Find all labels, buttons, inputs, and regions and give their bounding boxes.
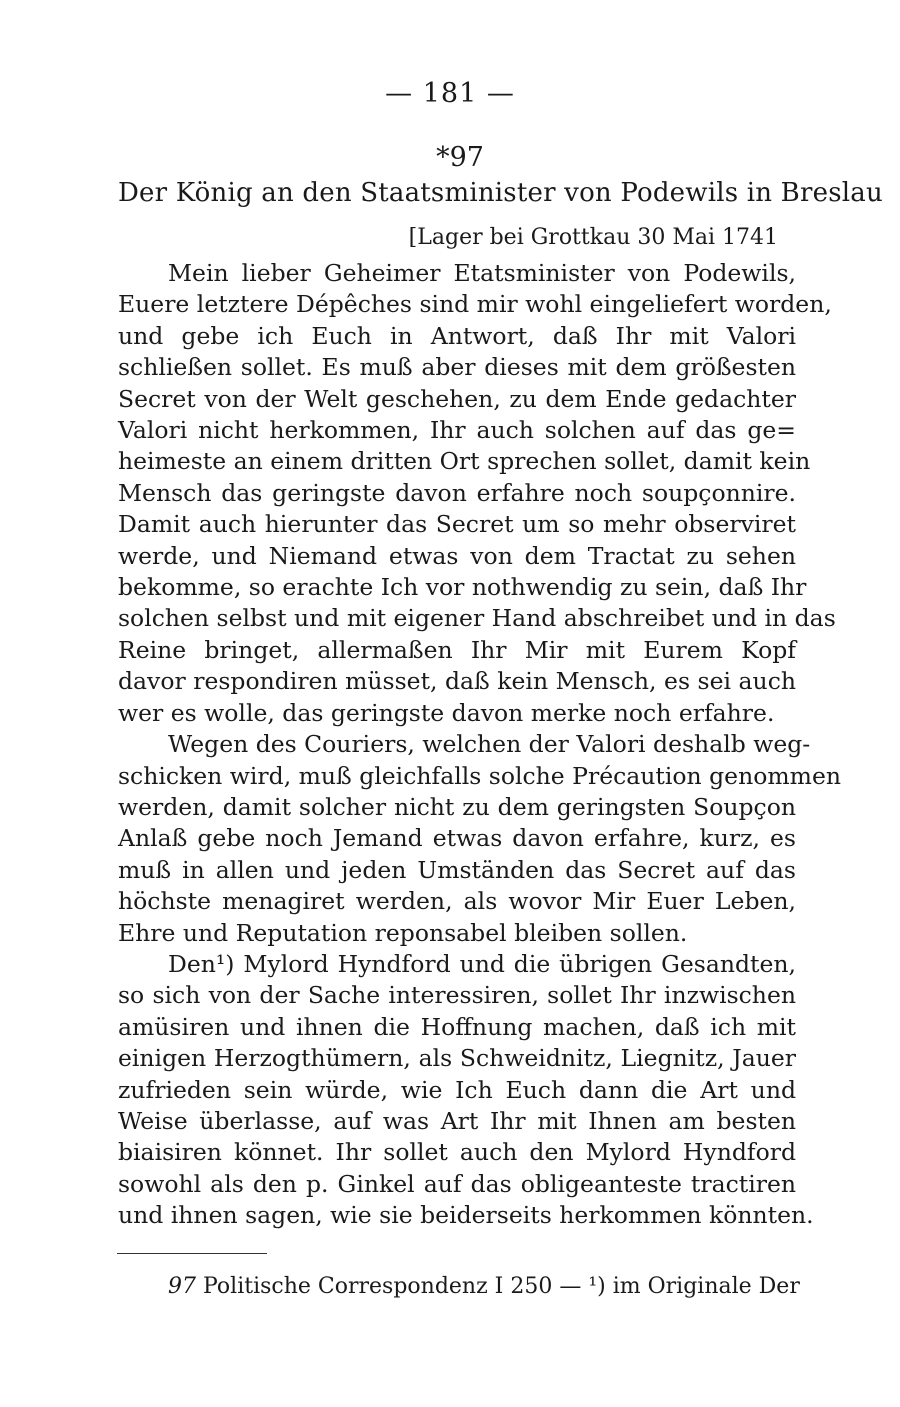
page-number: — 181 — (385, 78, 515, 109)
dateline: [Lager bei Grottkau 30 Mai 1741 (408, 225, 778, 250)
text-line: Anlaß gebe noch Jemand etwas davon erfahre, kurz, es (118, 824, 796, 853)
text-line: schließen sollet. Es muß aber dieses mit dem größesten (118, 353, 796, 382)
footnote-text: Politische Correspondenz I 250 — ¹) im Originale Der (203, 1274, 800, 1299)
text-line: heimeste an einem dritten Ort sprechen sollet, damit kein (118, 447, 811, 476)
text-line: werde, und Niemand etwas von dem Tractat zu sehen (118, 541, 796, 570)
footnote (168, 1274, 800, 1299)
text-line: Reine bringet, allermaßen Ihr Mir mit Eurem Kopf (118, 635, 796, 664)
text-line: muß in allen und jeden Umständen das Secret auf das (118, 855, 796, 884)
text-line: und ihnen sagen, wie sie beiderseits herkommen könnten. (118, 1201, 814, 1230)
text-line: wer es wolle, das geringste davon merke noch erfahre. (118, 698, 775, 727)
text-line: bekomme, so erachte Ich vor nothwendig zu sein, daß Ihr (118, 573, 807, 602)
text-line: Den¹) Mylord Hyndford und die übrigen Gesandten, (168, 949, 796, 978)
text-line: schicken wird, muß gleichfalls solche Précaution genommen (118, 761, 841, 790)
text-line: so sich von der Sache interessiren, sollet Ihr inzwischen (118, 981, 796, 1010)
footnote-divider (117, 1253, 267, 1254)
text-line: und gebe ich Euch in Antwort, daß Ihr mit Valori (118, 321, 796, 350)
text-line: Damit auch hierunter das Secret um so mehr observiret (118, 510, 796, 539)
text-line: Euere letztere Dépêches sind mir wohl eingeliefert worden, (118, 290, 832, 319)
text-line: werden, damit solcher nicht zu dem geringsten Soupçon (118, 792, 796, 821)
text-line: Wegen des Couriers, welchen der Valori deshalb weg- (168, 730, 811, 759)
text-line: Mensch das geringste davon erfahre noch soupçonnire. (118, 478, 796, 507)
text-line: Weise überlasse, auf was Art Ihr mit Ihnen am besten (118, 1106, 796, 1135)
text-line: Valori nicht herkommen, Ihr auch solchen auf das ge= (118, 416, 796, 445)
document-number: *97 (436, 142, 484, 173)
text-line: zufrieden sein würde, wie Ich Euch dann die Art und (118, 1075, 796, 1104)
text-line: Ehre und Reputation reponsabel bleiben sollen. (118, 918, 688, 947)
text-line: solchen selbst und mit eigener Hand abschreibet und in das (118, 604, 836, 633)
text-line: biaisiren könnet. Ihr sollet auch den Mylord Hyndford (118, 1138, 796, 1167)
text-line: höchste menagiret werden, als wovor Mir Euer Leben, (118, 887, 796, 916)
text-line: Mein lieber Geheimer Etatsminister von Podewils, (168, 259, 796, 287)
letter-title: Der König an den Staatsminister von Podewils in Breslau (118, 178, 883, 208)
text-line: einigen Herzogthümern, als Schweidnitz, Liegnitz, Jauer (118, 1044, 796, 1073)
text-line: davor respondiren müsset, daß kein Mensch, es sei auch (118, 667, 796, 696)
footnote-number: 97 (168, 1274, 196, 1299)
letter-body (118, 258, 841, 1232)
text-line: Secret von der Welt geschehen, zu dem Ende gedachter (118, 384, 796, 413)
text-line: amüsiren und ihnen die Hoffnung machen, daß ich mit (118, 1012, 796, 1041)
text-line: sowohl als den p. Ginkel auf das obligeanteste tractiren (118, 1169, 796, 1198)
